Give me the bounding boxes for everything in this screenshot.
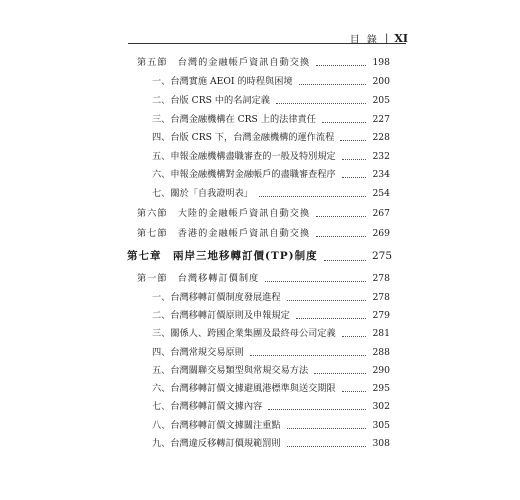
toc-entry-page: 288	[372, 347, 390, 358]
toc-entry-label: 七、關於「自我證明表」	[152, 188, 254, 199]
toc-entry-page: 305	[372, 420, 390, 431]
toc-entry-page: 302	[372, 401, 390, 412]
toc-entry-page: 269	[372, 228, 390, 239]
leader-dots	[342, 390, 366, 392]
leader-dots	[316, 235, 366, 237]
toc-entry-label: 一、台灣移轉訂價制度發展進程	[152, 292, 281, 303]
toc-entry-page: 295	[372, 383, 390, 394]
toc-entry-page: 254	[372, 188, 390, 199]
toc-entry-section	[137, 270, 390, 284]
toc-entry-section	[137, 205, 390, 219]
toc-entry-page: 205	[372, 95, 390, 106]
leader-dots	[316, 64, 366, 66]
toc-entry-page: 198	[372, 57, 390, 68]
toc-entry	[152, 344, 390, 358]
toc-entry	[152, 289, 390, 303]
toc-entry-label: 三、關係人、跨國企業集團及最終母公司定義	[152, 328, 336, 339]
toc-entry-section	[137, 54, 390, 68]
leader-dots	[287, 427, 366, 429]
toc-entry-label: 六、申報金融機構對金融帳戶的盡職審查程序	[152, 169, 336, 180]
toc-entry-page: 308	[372, 438, 390, 449]
toc-entry	[152, 92, 390, 106]
leader-dots	[287, 445, 366, 447]
toc-entry	[152, 325, 390, 339]
toc-entry-label: 八、台灣移轉訂價文據關注重點	[152, 420, 281, 431]
leader-dots	[342, 158, 366, 160]
toc-entry-page: 232	[372, 151, 390, 162]
toc-entry-page: 275	[372, 250, 393, 262]
leader-dots	[316, 215, 366, 217]
leader-dots	[250, 354, 366, 356]
header-page-number: XI	[394, 32, 408, 45]
leader-dots	[259, 195, 366, 197]
toc-entry-page: 228	[372, 132, 390, 143]
toc-entry-label: 二、台灣移轉訂價原則及申報規定	[152, 310, 290, 321]
leader-dots	[265, 280, 366, 282]
toc-entry-label: 九、台灣違反移轉訂價規範罰則	[152, 438, 281, 449]
leader-dots	[322, 121, 366, 123]
header-rule	[128, 43, 406, 44]
toc-entry-label: 四、台灣常規交易原則	[152, 347, 244, 358]
toc-entry-label: 七、台灣移轉訂價文據內容	[152, 401, 263, 412]
leader-dots	[296, 317, 366, 319]
toc-entry-label: 第七章 兩岸三地移轉訂價(TP)制度	[127, 250, 318, 262]
leader-dots	[324, 259, 366, 261]
toc-entry-label: 五、台灣關聯交易類型與常規交易方法	[152, 365, 309, 376]
leader-dots	[314, 372, 366, 374]
toc-entry	[152, 111, 390, 125]
toc-entry-page: 200	[372, 76, 390, 87]
header-separator: |	[384, 33, 389, 44]
toc-entry-label: 三、台灣金融機構在 CRS 上的法律責任	[152, 114, 316, 125]
toc-entry	[152, 129, 390, 143]
toc-entry-label: 五、申報金融機構盡職審查的一般及特別規定	[152, 151, 336, 162]
leader-dots	[340, 139, 366, 141]
header-title: 目 錄	[349, 35, 379, 46]
toc-entry-label: 第七節 香港的金融帳戶資訊自動交換	[137, 228, 311, 239]
toc-entry	[152, 307, 390, 321]
toc-entry	[152, 398, 390, 412]
leader-dots	[299, 83, 366, 85]
toc-entry-page: 290	[372, 365, 390, 376]
leader-dots	[342, 176, 366, 178]
toc-entry-label: 第一節 台灣移轉訂價制度	[137, 273, 260, 284]
toc-entry	[152, 166, 390, 180]
toc-entry-label: 第六節 大陸的金融帳戶資訊自動交換	[137, 208, 311, 219]
toc-entry	[152, 185, 390, 199]
toc-entry	[152, 435, 390, 449]
leader-dots	[342, 335, 366, 337]
toc-entry	[152, 148, 390, 162]
toc-entry-label: 二、台版 CRS 中的名詞定義	[152, 95, 270, 106]
toc-entry-chapter	[127, 248, 393, 263]
leader-dots	[276, 102, 366, 104]
toc-entry-label: 一、台灣實施 AEOI 的時程與困境	[152, 76, 293, 87]
toc-entry-page: 281	[372, 328, 390, 339]
toc-entry	[152, 417, 390, 431]
toc-entry-page: 234	[372, 169, 390, 180]
toc-entry-page: 227	[372, 114, 390, 125]
toc-entry-page: 279	[372, 310, 390, 321]
toc-entry-label: 第五節 台灣的金融帳戶資訊自動交換	[137, 57, 311, 68]
toc-entry-page: 267	[372, 208, 390, 219]
toc-entry	[152, 73, 390, 87]
toc-entry-page: 278	[372, 273, 390, 284]
toc-entry	[152, 362, 390, 376]
toc-entry-page: 278	[372, 292, 390, 303]
toc-entry-section	[137, 225, 390, 239]
leader-dots	[287, 299, 366, 301]
toc-entry-label: 六、台灣移轉訂價文據避風港標準與送交期限	[152, 383, 336, 394]
toc-entry	[152, 380, 390, 394]
toc-entry-label: 四、台版 CRS 下，台灣金融機構的運作流程	[152, 132, 335, 143]
leader-dots	[268, 408, 366, 410]
